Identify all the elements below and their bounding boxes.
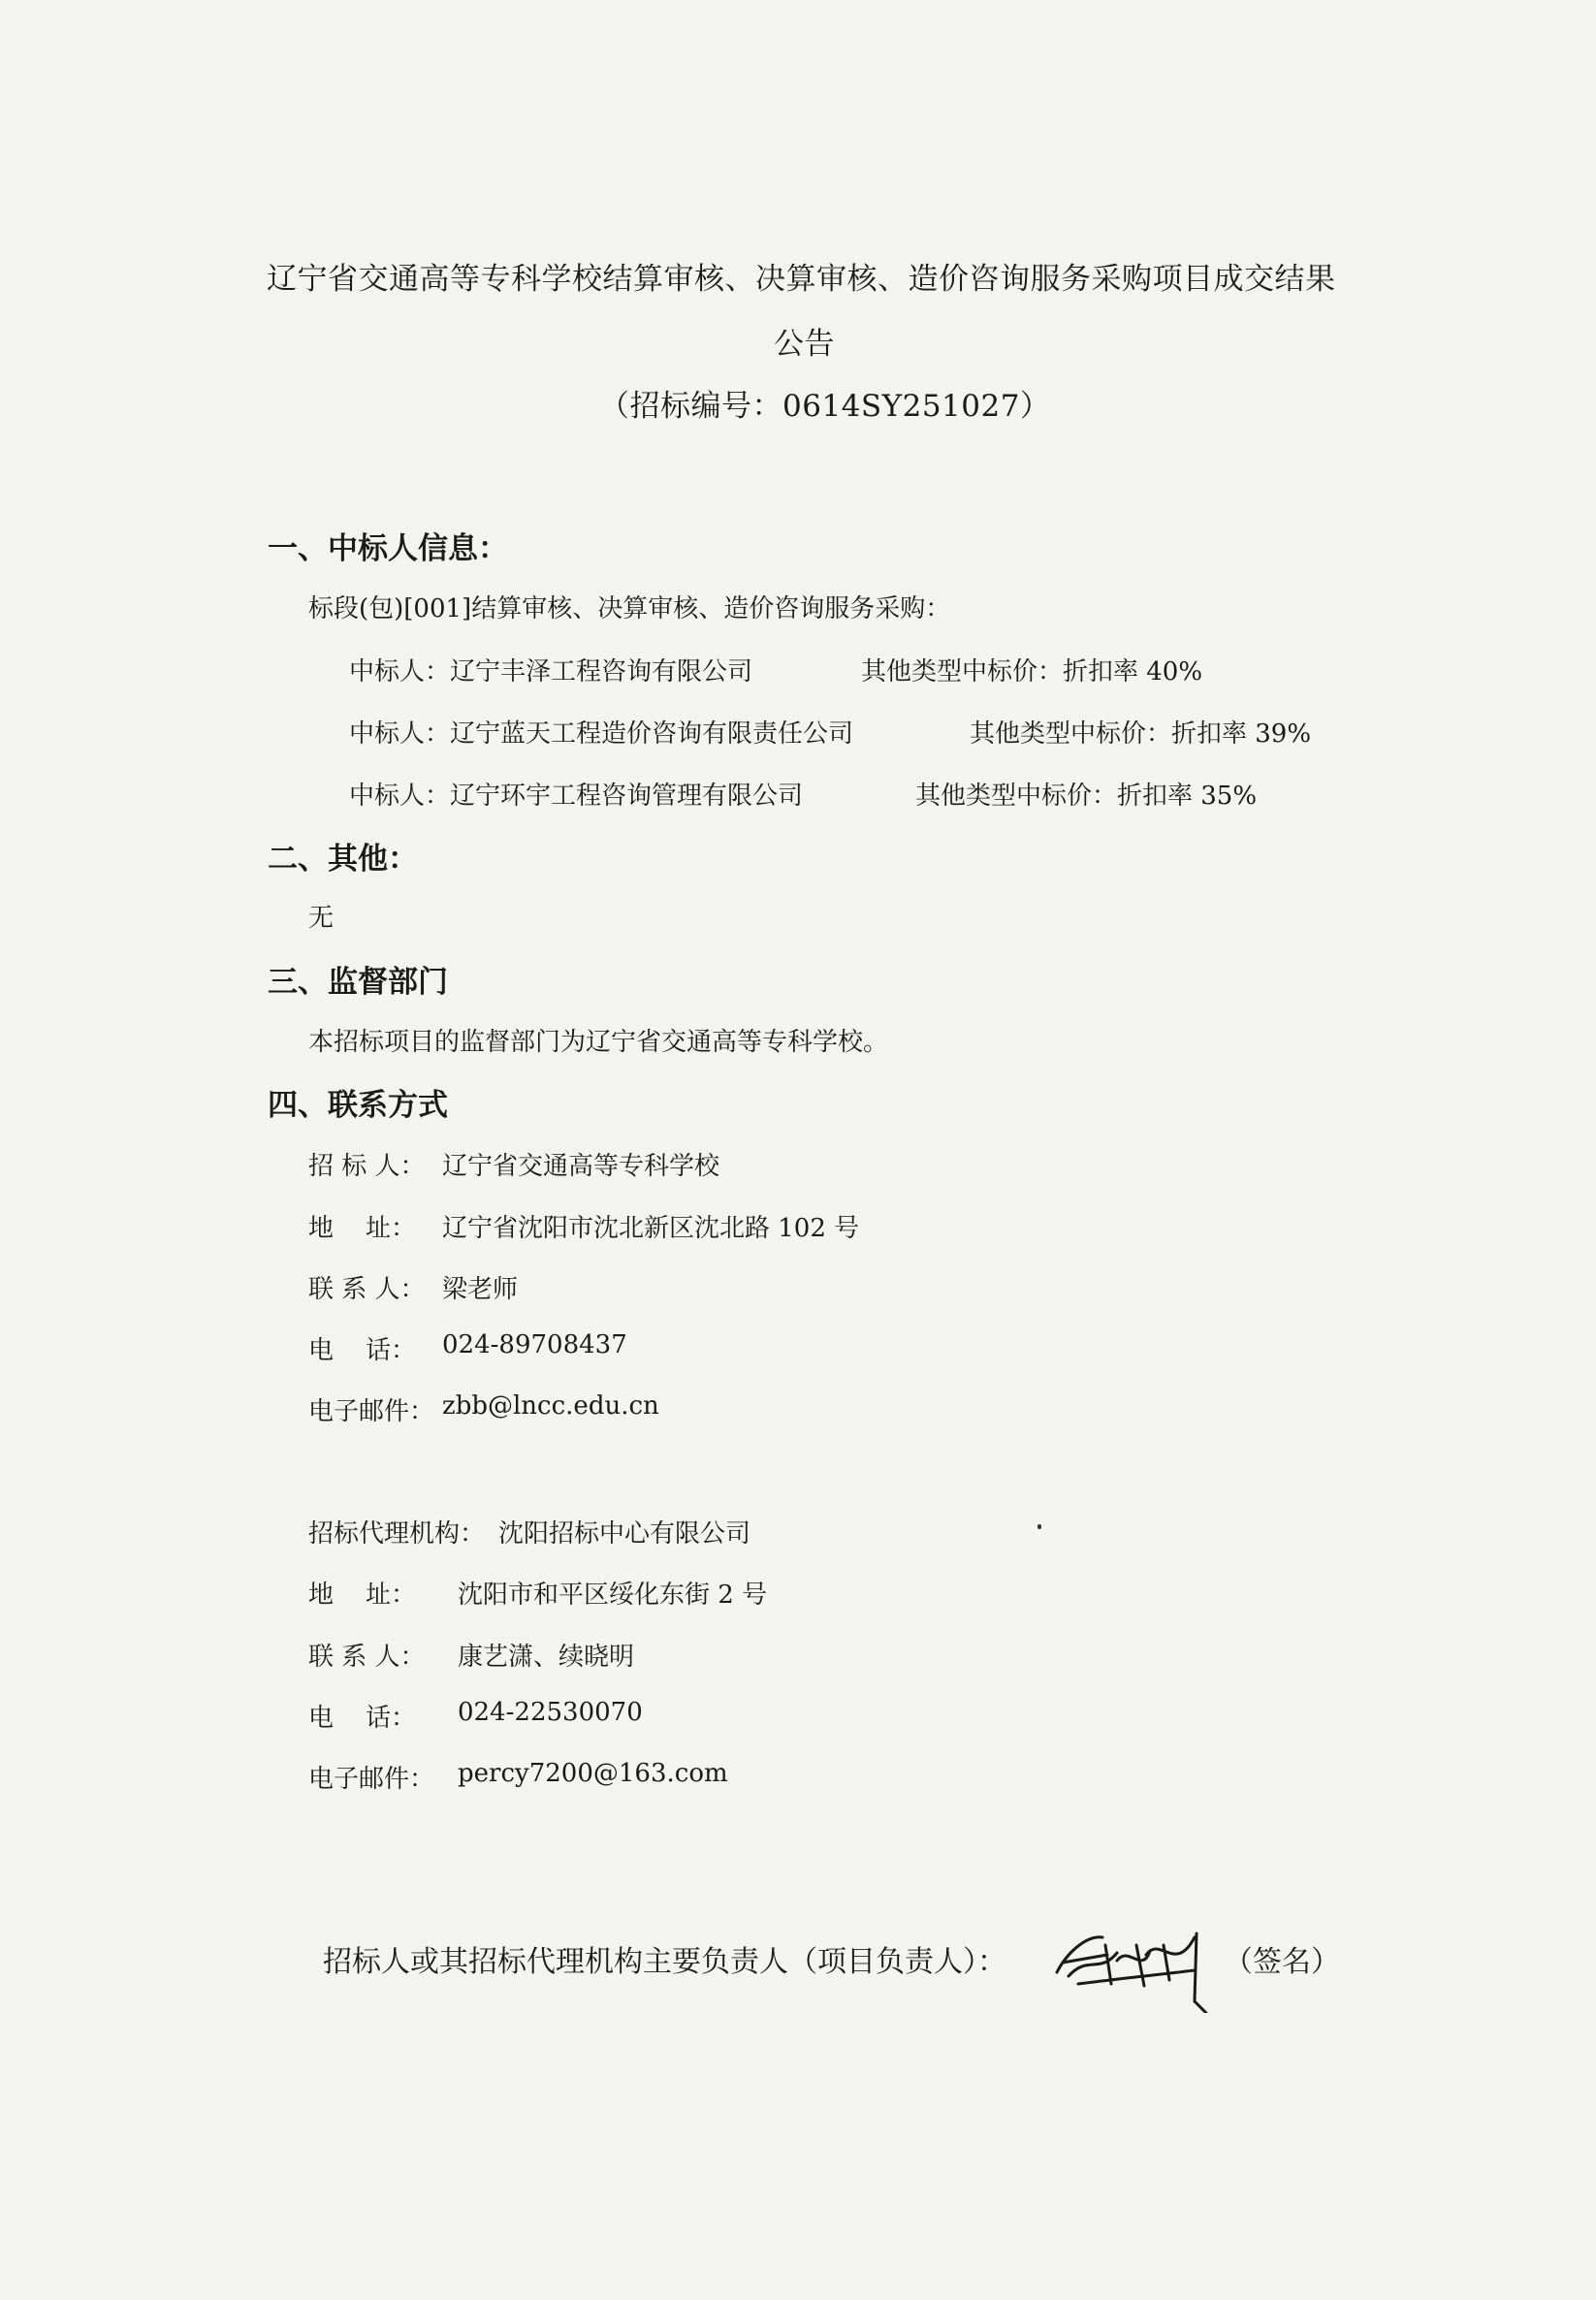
agency-value: 沈阳招标中心有限公司 xyxy=(498,1519,751,1549)
signature-suffix: （签名） xyxy=(1224,1945,1340,1979)
winner-name: 中标人：辽宁丰泽工程咨询有限公司 xyxy=(349,657,753,687)
supervision-content: 本招标项目的监督部门为辽宁省交通高等专科学校。 xyxy=(308,1028,889,1057)
other-content: 无 xyxy=(308,904,335,933)
tenderer-address-value: 辽宁省沈阳市沈北新区沈北路 102 号 xyxy=(442,1214,860,1243)
tenderer-email-value: zbb@lncc.edu.cn xyxy=(442,1391,659,1421)
handwritten-signature xyxy=(1049,1916,1214,2013)
title-line-1: 辽宁省交通高等专科学校结算审核、决算审核、造价咨询服务采购项目成交结果 xyxy=(267,262,1336,297)
agency-phone-value: 024-22530070 xyxy=(458,1698,643,1727)
section-heading-supervision: 三、监督部门 xyxy=(268,965,448,1000)
winner-price: 其他类型中标价：折扣率 40% xyxy=(861,657,1203,687)
agency-phone-label: 电 话： xyxy=(308,1704,417,1733)
tenderer-phone-value: 024-89708437 xyxy=(442,1330,627,1359)
winner-price: 其他类型中标价：折扣率 39% xyxy=(970,719,1312,749)
tender-number: （招标编号：0614SY251027） xyxy=(599,389,1051,424)
scan-speck xyxy=(1037,1524,1041,1529)
section-heading-contact: 四、联系方式 xyxy=(268,1088,448,1123)
agency-email-label: 电子邮件： xyxy=(308,1765,435,1794)
agency-email-value: percy7200@163.com xyxy=(458,1759,728,1788)
tenderer-value: 辽宁省交通高等专科学校 xyxy=(442,1152,720,1181)
winner-name: 中标人：辽宁蓝天工程造价咨询有限责任公司 xyxy=(349,719,854,749)
tenderer-phone-label: 电 话： xyxy=(308,1336,417,1365)
agency-contact-label: 联 系 人： xyxy=(308,1643,426,1672)
agency-address-value: 沈阳市和平区绥化东街 2 号 xyxy=(458,1581,768,1610)
winner-price: 其他类型中标价：折扣率 35% xyxy=(915,782,1258,811)
agency-address-label: 地 址： xyxy=(308,1581,417,1610)
title-line-2: 公告 xyxy=(774,327,835,362)
agency-contact-value: 康艺潇、续晓明 xyxy=(458,1643,635,1672)
signature-label: 招标人或其招标代理机构主要负责人（项目负责人）： xyxy=(323,1945,1006,1979)
section-heading-other: 二、其他： xyxy=(268,842,418,877)
tenderer-contact-value: 梁老师 xyxy=(442,1275,519,1304)
tenderer-contact-label: 联 系 人： xyxy=(308,1275,426,1304)
tenderer-address-label: 地 址： xyxy=(308,1214,417,1243)
agency-label: 招标代理机构： xyxy=(308,1519,486,1549)
tenderer-label: 招 标 人： xyxy=(308,1152,426,1181)
section-heading-winners: 一、中标人信息： xyxy=(268,531,508,566)
winner-name: 中标人：辽宁环宇工程咨询管理有限公司 xyxy=(349,782,804,811)
lot-description: 标段(包)[001]结算审核、决算审核、造价咨询服务采购： xyxy=(308,594,951,623)
tenderer-email-label: 电子邮件： xyxy=(308,1397,435,1426)
